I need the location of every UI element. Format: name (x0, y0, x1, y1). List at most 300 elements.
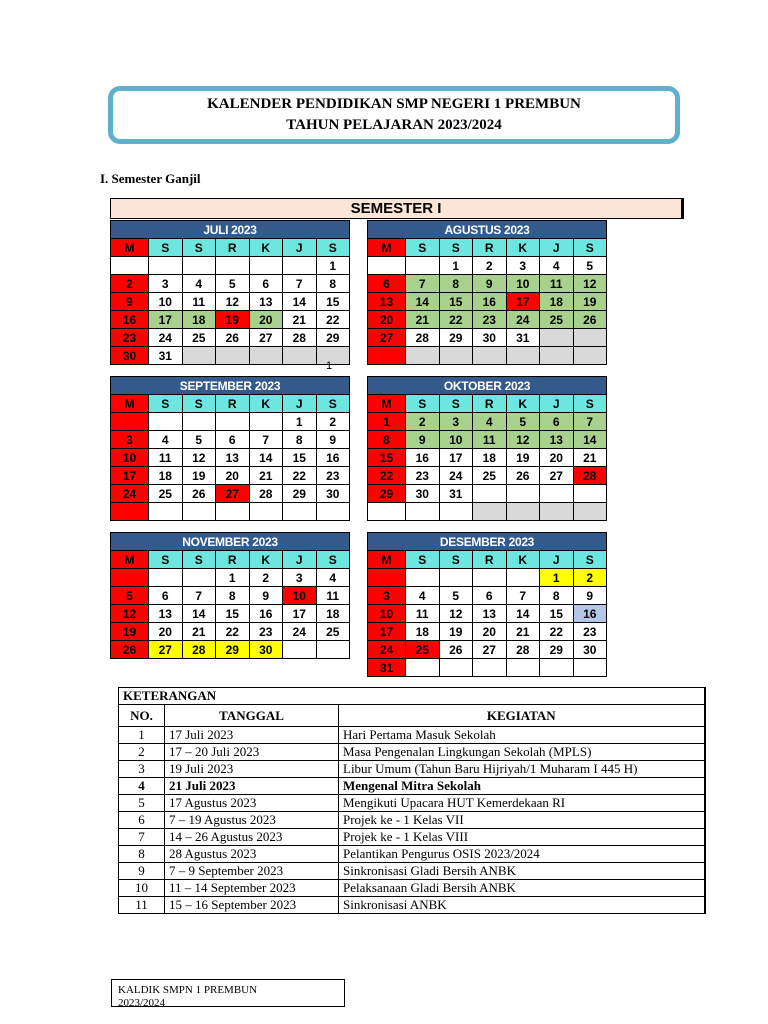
keterangan-row (119, 744, 705, 761)
empty-cell (368, 569, 406, 587)
title-line-2: TAHUN PELAJARAN 2023/2024 (286, 117, 502, 133)
day-cell: 6 (149, 587, 183, 605)
keterangan-row (119, 880, 705, 897)
day-cell: 25 (406, 641, 440, 659)
empty-cell (540, 659, 574, 677)
month-title: AGUSTUS 2023 (368, 221, 607, 239)
day-cell: 2 (111, 275, 149, 293)
day-cell: 27 (473, 641, 507, 659)
day-cell: 20 (368, 311, 406, 329)
day-cell: 5 (111, 587, 149, 605)
day-cell: 29 (316, 329, 350, 347)
day-cell: 17 (149, 311, 183, 329)
day-header: R (473, 395, 507, 413)
day-cell: 20 (249, 311, 283, 329)
day-cell: 25 (182, 329, 216, 347)
keterangan-kegiatan: Pelantikan Pengurus OSIS 2023/2024 (339, 846, 705, 863)
empty-cell (439, 569, 473, 587)
day-cell: 5 (439, 587, 473, 605)
day-header: S (573, 551, 607, 569)
day-cell: 22 (316, 311, 350, 329)
keterangan-kegiatan: Mengenal Mitra Sekolah (339, 778, 705, 795)
day-cell: 19 (216, 311, 250, 329)
day-cell: 18 (473, 449, 507, 467)
day-cell: 8 (439, 275, 473, 293)
day-header: S (573, 239, 607, 257)
day-cell: 4 (406, 587, 440, 605)
day-header: S (316, 551, 350, 569)
calendar-oktober (367, 376, 607, 521)
col-header-tanggal: TANGGAL (165, 705, 339, 727)
day-cell: 29 (368, 485, 406, 503)
day-cell: 8 (540, 587, 574, 605)
day-cell: 23 (249, 623, 283, 641)
day-cell: 14 (283, 293, 317, 311)
title-box (108, 86, 680, 144)
day-header: R (216, 239, 250, 257)
day-header: S (149, 551, 183, 569)
day-cell: 3 (368, 587, 406, 605)
empty-cell (406, 659, 440, 677)
day-cell: 25 (149, 485, 183, 503)
empty-cell (182, 413, 216, 431)
empty-cell (368, 503, 406, 521)
day-header: R (473, 239, 507, 257)
day-cell: 27 (149, 641, 183, 659)
day-cell: 22 (439, 311, 473, 329)
day-cell: 6 (540, 413, 574, 431)
empty-cell (506, 347, 540, 365)
day-cell: 12 (506, 431, 540, 449)
day-cell: 16 (316, 449, 350, 467)
day-cell: 2 (406, 413, 440, 431)
keterangan-tanggal: 21 Juli 2023 (165, 778, 339, 795)
empty-cell (506, 503, 540, 521)
day-cell: 3 (283, 569, 317, 587)
empty-cell (149, 413, 183, 431)
day-cell: 3 (506, 257, 540, 275)
day-cell: 26 (439, 641, 473, 659)
day-header: M (111, 239, 149, 257)
empty-cell (506, 485, 540, 503)
keterangan-row (119, 795, 705, 812)
day-header: K (506, 395, 540, 413)
day-cell: 24 (111, 485, 149, 503)
month-title: DESEMBER 2023 (368, 533, 607, 551)
day-cell: 14 (406, 293, 440, 311)
empty-cell (316, 503, 350, 521)
day-cell: 11 (473, 431, 507, 449)
keterangan-kegiatan: Masa Pengenalan Lingkungan Sekolah (MPLS) (339, 744, 705, 761)
empty-cell (216, 257, 250, 275)
day-cell: 28 (406, 329, 440, 347)
day-cell: 26 (216, 329, 250, 347)
day-header: M (111, 395, 149, 413)
keterangan-row (119, 727, 705, 744)
day-header: R (473, 551, 507, 569)
keterangan-row (119, 812, 705, 829)
day-cell: 6 (249, 275, 283, 293)
empty-cell (406, 347, 440, 365)
day-cell: 21 (406, 311, 440, 329)
day-cell: 21 (283, 311, 317, 329)
empty-cell (149, 257, 183, 275)
day-header: K (506, 239, 540, 257)
empty-cell (473, 569, 507, 587)
footer-line-2: 2023/2024 (118, 997, 166, 1007)
keterangan-title: KETERANGAN (119, 688, 705, 705)
section-heading: I. Semester Ganjil (100, 171, 201, 186)
day-cell: 10 (368, 605, 406, 623)
day-cell: 18 (540, 293, 574, 311)
day-header: S (149, 239, 183, 257)
keterangan-table (118, 687, 706, 914)
keterangan-kegiatan: Mengikuti Upacara HUT Kemerdekaan RI (339, 795, 705, 812)
keterangan-row (119, 761, 705, 778)
day-cell: 13 (368, 293, 406, 311)
keterangan-no: 9 (119, 863, 165, 880)
day-cell: 13 (216, 449, 250, 467)
day-cell: 1 (283, 413, 317, 431)
day-cell: 22 (283, 467, 317, 485)
day-cell: 11 (149, 449, 183, 467)
day-header: S (439, 551, 473, 569)
empty-cell (573, 659, 607, 677)
empty-cell (439, 659, 473, 677)
keterangan-tanggal: 11 – 14 September 2023 (165, 880, 339, 897)
day-cell: 13 (540, 431, 574, 449)
day-cell: 19 (111, 623, 149, 641)
keterangan-no: 5 (119, 795, 165, 812)
empty-cell (439, 503, 473, 521)
empty-cell (406, 569, 440, 587)
day-header: S (316, 395, 350, 413)
day-cell: 29 (439, 329, 473, 347)
day-cell: 28 (249, 485, 283, 503)
day-cell: 22 (540, 623, 574, 641)
day-cell: 12 (439, 605, 473, 623)
keterangan-tanggal: 17 Agustus 2023 (165, 795, 339, 812)
day-cell: 18 (406, 623, 440, 641)
empty-cell (182, 569, 216, 587)
day-cell: 16 (406, 449, 440, 467)
day-header: S (406, 395, 440, 413)
day-cell: 31 (368, 659, 406, 677)
day-cell: 27 (249, 329, 283, 347)
empty-cell (473, 503, 507, 521)
day-cell: 23 (111, 329, 149, 347)
empty-cell (249, 413, 283, 431)
day-cell: 31 (149, 347, 183, 365)
day-cell: 29 (283, 485, 317, 503)
keterangan-tanggal: 14 – 26 Agustus 2023 (165, 829, 339, 846)
day-header: J (540, 239, 574, 257)
empty-cell (540, 485, 574, 503)
keterangan-no: 7 (119, 829, 165, 846)
day-cell: 8 (368, 431, 406, 449)
month-title: OKTOBER 2023 (368, 377, 607, 395)
day-cell: 31 (439, 485, 473, 503)
day-cell: 28 (283, 329, 317, 347)
keterangan-row (119, 778, 705, 795)
day-cell: 18 (149, 467, 183, 485)
keterangan-tanggal: 7 – 19 Agustus 2023 (165, 812, 339, 829)
day-header: S (182, 239, 216, 257)
day-header: M (368, 395, 406, 413)
day-cell: 24 (368, 641, 406, 659)
day-cell: 2 (316, 413, 350, 431)
day-header: M (368, 239, 406, 257)
day-cell: 15 (540, 605, 574, 623)
day-cell: 14 (506, 605, 540, 623)
day-cell: 21 (249, 467, 283, 485)
day-cell: 4 (316, 569, 350, 587)
day-cell: 7 (283, 275, 317, 293)
keterangan-no: 1 (119, 727, 165, 744)
col-header-no: NO. (119, 705, 165, 727)
empty-cell (283, 257, 317, 275)
day-cell: 7 (406, 275, 440, 293)
day-cell: 1 (368, 413, 406, 431)
day-cell: 14 (573, 431, 607, 449)
day-cell: 11 (540, 275, 574, 293)
day-cell: 9 (406, 431, 440, 449)
day-cell: 30 (573, 641, 607, 659)
day-header: M (111, 551, 149, 569)
footer-line-1: KALDIK SMPN 1 PREMBUN (118, 984, 258, 996)
day-cell: 16 (111, 311, 149, 329)
empty-cell (573, 503, 607, 521)
keterangan-row (119, 863, 705, 880)
empty-cell (283, 347, 317, 365)
keterangan-kegiatan: Projek ke - 1 Kelas VIII (339, 829, 705, 846)
day-cell: 22 (216, 623, 250, 641)
calendar-desember (367, 532, 607, 677)
keterangan-no: 11 (119, 897, 165, 914)
keterangan-row (119, 829, 705, 846)
day-cell: 30 (316, 485, 350, 503)
empty-cell (111, 257, 149, 275)
day-cell: 7 (573, 413, 607, 431)
day-header: S (406, 239, 440, 257)
day-cell: 6 (216, 431, 250, 449)
day-cell: 21 (506, 623, 540, 641)
day-cell: 19 (573, 293, 607, 311)
keterangan-tanggal: 7 – 9 September 2023 (165, 863, 339, 880)
day-cell: 2 (249, 569, 283, 587)
day-cell: 8 (216, 587, 250, 605)
day-cell: 29 (216, 641, 250, 659)
title-line-1: KALENDER PENDIDIKAN SMP NEGERI 1 PREMBUN (207, 96, 581, 112)
day-cell: 19 (506, 449, 540, 467)
day-cell: 30 (249, 641, 283, 659)
empty-cell (540, 329, 574, 347)
day-cell: 3 (149, 275, 183, 293)
day-cell: 27 (540, 467, 574, 485)
day-header: S (439, 239, 473, 257)
day-cell: 17 (111, 467, 149, 485)
day-cell: 13 (149, 605, 183, 623)
day-cell: 20 (149, 623, 183, 641)
day-cell: 13 (473, 605, 507, 623)
day-cell: 29 (540, 641, 574, 659)
day-cell: 4 (149, 431, 183, 449)
day-cell: 15 (216, 605, 250, 623)
empty-cell (473, 485, 507, 503)
day-cell: 9 (316, 431, 350, 449)
empty-cell (406, 257, 440, 275)
day-cell: 31 (506, 329, 540, 347)
day-cell: 19 (439, 623, 473, 641)
day-header: K (249, 239, 283, 257)
day-cell: 5 (182, 431, 216, 449)
keterangan-tanggal: 15 – 16 September 2023 (165, 897, 339, 914)
day-cell: 15 (316, 293, 350, 311)
day-cell: 12 (573, 275, 607, 293)
day-header: R (216, 395, 250, 413)
day-cell: 19 (182, 467, 216, 485)
day-header: S (182, 551, 216, 569)
day-header: S (149, 395, 183, 413)
day-cell: 21 (182, 623, 216, 641)
keterangan-kegiatan: Projek ke - 1 Kelas VII (339, 812, 705, 829)
day-cell: 5 (216, 275, 250, 293)
day-cell: 16 (249, 605, 283, 623)
day-cell: 4 (182, 275, 216, 293)
day-cell: 10 (506, 275, 540, 293)
day-cell: 17 (506, 293, 540, 311)
day-cell: 12 (111, 605, 149, 623)
empty-cell (473, 659, 507, 677)
day-cell: 23 (316, 467, 350, 485)
day-cell: 17 (368, 623, 406, 641)
empty-cell (506, 569, 540, 587)
empty-cell (249, 503, 283, 521)
empty-cell (182, 347, 216, 365)
keterangan-tanggal: 28 Agustus 2023 (165, 846, 339, 863)
keterangan-kegiatan: Sinkronisasi Gladi Bersih ANBK (339, 863, 705, 880)
keterangan-row (119, 846, 705, 863)
empty-cell (406, 503, 440, 521)
empty-cell (540, 347, 574, 365)
day-header: S (316, 239, 350, 257)
day-cell: 17 (283, 605, 317, 623)
day-header: K (249, 395, 283, 413)
keterangan-no: 3 (119, 761, 165, 778)
keterangan-no: 4 (119, 778, 165, 795)
day-cell: 1 (316, 257, 350, 275)
day-cell: 10 (111, 449, 149, 467)
day-cell: 25 (473, 467, 507, 485)
empty-cell (316, 641, 350, 659)
day-cell: 15 (368, 449, 406, 467)
day-header: J (283, 395, 317, 413)
day-cell: 23 (406, 467, 440, 485)
day-cell: 27 (216, 485, 250, 503)
day-cell: 14 (182, 605, 216, 623)
semester-banner: SEMESTER I (110, 198, 684, 219)
day-cell: 18 (182, 311, 216, 329)
empty-cell (111, 413, 149, 431)
day-cell: 10 (149, 293, 183, 311)
day-cell: 28 (182, 641, 216, 659)
keterangan-kegiatan: Hari Pertama Masuk Sekolah (339, 727, 705, 744)
day-cell: 5 (573, 257, 607, 275)
day-cell: 2 (473, 257, 507, 275)
day-cell: 28 (573, 467, 607, 485)
empty-cell (439, 347, 473, 365)
page-number: 1 (326, 360, 333, 372)
day-cell: 22 (368, 467, 406, 485)
day-header: K (249, 551, 283, 569)
day-cell: 16 (573, 605, 607, 623)
day-cell: 8 (316, 275, 350, 293)
empty-cell (368, 257, 406, 275)
day-cell: 7 (182, 587, 216, 605)
day-cell: 11 (182, 293, 216, 311)
calendar-november (110, 532, 350, 659)
day-cell: 2 (573, 569, 607, 587)
day-cell: 1 (216, 569, 250, 587)
day-cell: 14 (249, 449, 283, 467)
empty-cell (216, 503, 250, 521)
day-cell: 18 (316, 605, 350, 623)
day-cell: 12 (216, 293, 250, 311)
day-cell: 12 (182, 449, 216, 467)
day-cell: 15 (283, 449, 317, 467)
day-cell: 30 (111, 347, 149, 365)
empty-cell (573, 347, 607, 365)
day-header: J (540, 395, 574, 413)
day-cell: 20 (216, 467, 250, 485)
empty-cell (573, 329, 607, 347)
keterangan-no: 10 (119, 880, 165, 897)
day-cell: 24 (506, 311, 540, 329)
keterangan-no: 6 (119, 812, 165, 829)
day-cell: 7 (249, 431, 283, 449)
day-header: J (283, 239, 317, 257)
day-cell: 26 (111, 641, 149, 659)
day-cell: 20 (473, 623, 507, 641)
day-cell: 28 (506, 641, 540, 659)
day-cell: 10 (283, 587, 317, 605)
day-header: S (573, 395, 607, 413)
day-header: S (439, 395, 473, 413)
day-cell: 25 (540, 311, 574, 329)
day-cell: 13 (249, 293, 283, 311)
col-header-kegiatan: KEGIATAN (339, 705, 705, 727)
footer-box (111, 979, 345, 1007)
day-cell: 1 (439, 257, 473, 275)
day-cell: 26 (506, 467, 540, 485)
empty-cell (283, 503, 317, 521)
empty-cell (249, 347, 283, 365)
empty-cell (149, 503, 183, 521)
month-title: SEPTEMBER 2023 (111, 377, 350, 395)
day-cell: 30 (473, 329, 507, 347)
day-cell: 21 (573, 449, 607, 467)
day-cell: 27 (368, 329, 406, 347)
day-header: R (216, 551, 250, 569)
empty-cell (573, 485, 607, 503)
day-cell: 4 (540, 257, 574, 275)
day-cell: 9 (473, 275, 507, 293)
day-cell: 3 (439, 413, 473, 431)
day-cell: 25 (316, 623, 350, 641)
empty-cell (182, 257, 216, 275)
empty-cell (249, 257, 283, 275)
day-cell: 16 (473, 293, 507, 311)
